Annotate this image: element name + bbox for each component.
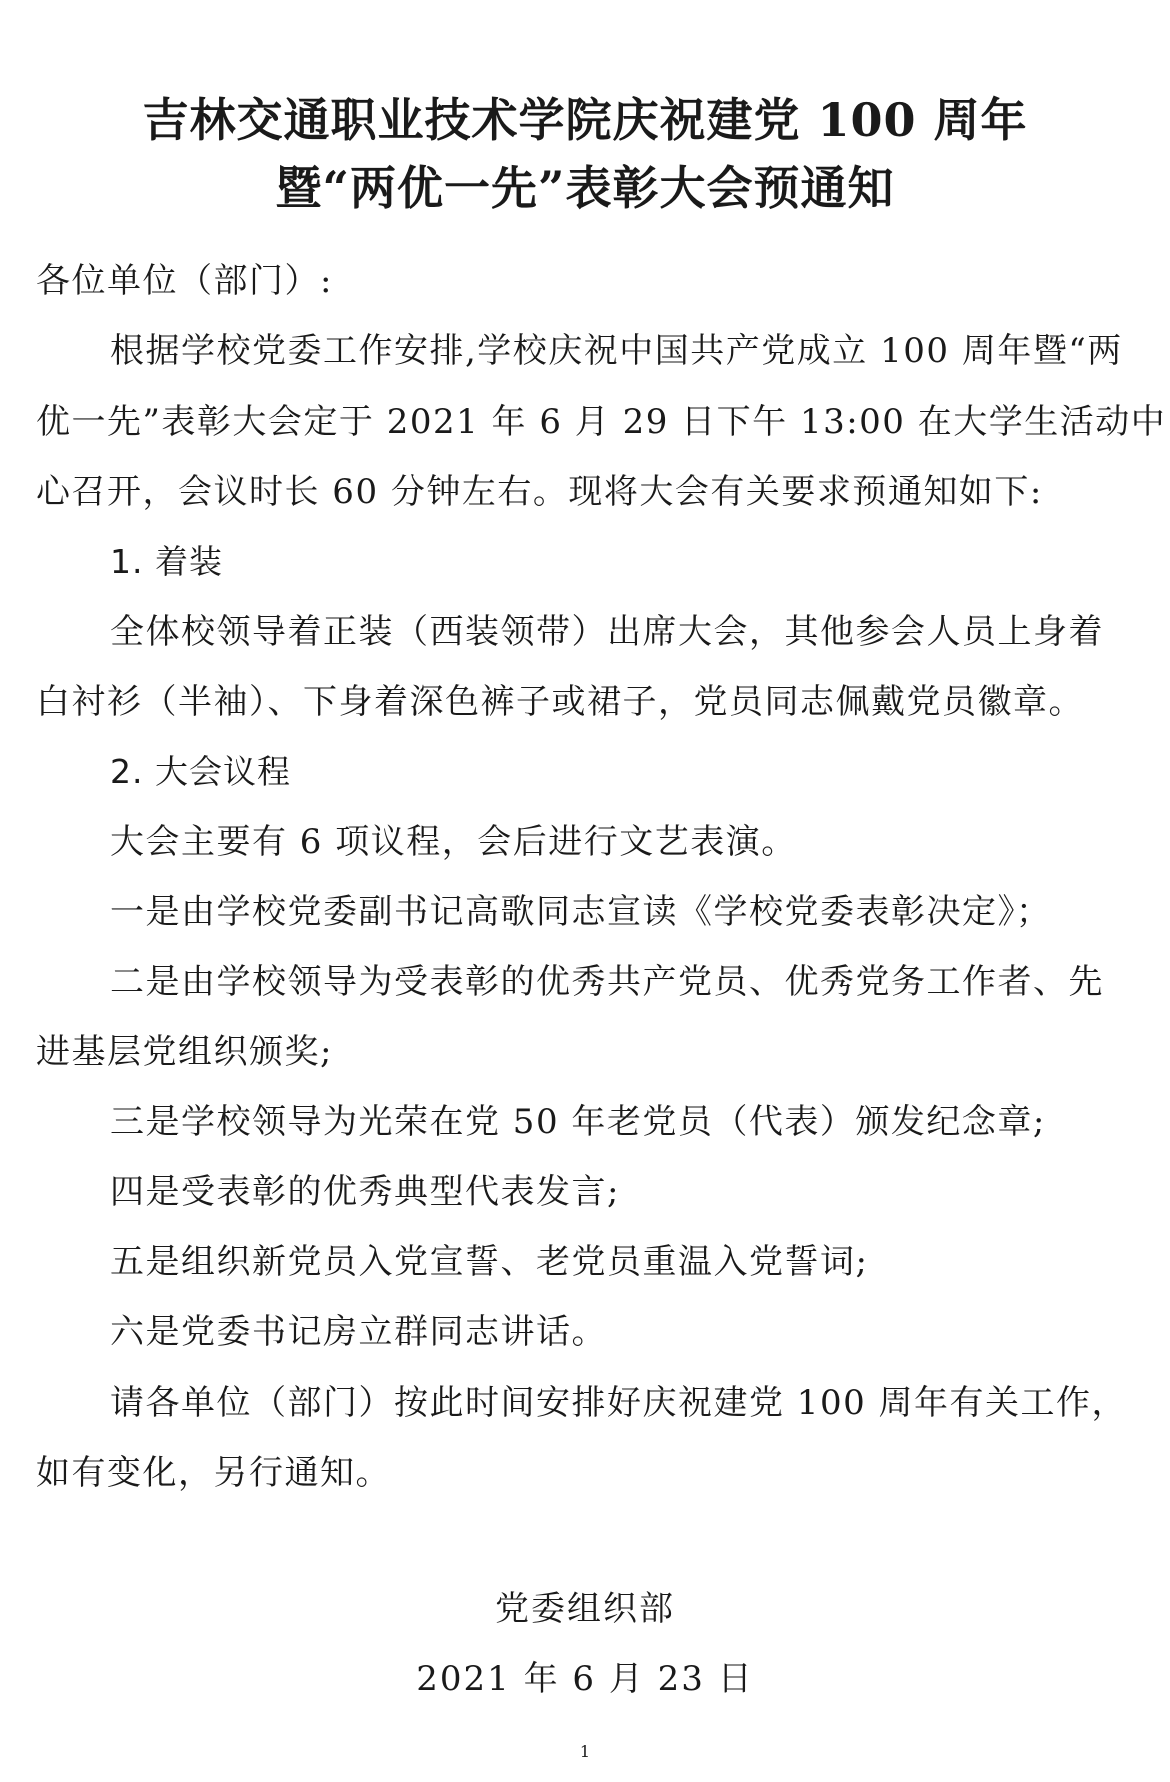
agenda-item-5: 五是组织新党员入党宣誓、老党员重温入党誓词; xyxy=(110,1242,869,1282)
agenda-item-6: 六是党委书记房立群同志讲话。 xyxy=(110,1312,607,1352)
salutation: 各位单位（部门）: xyxy=(36,261,333,301)
closing-line-2: 如有变化，另行通知。 xyxy=(36,1453,391,1493)
section-2-heading: 2. 大会议程 xyxy=(110,752,291,791)
intro-line-1: 根据学校党委工作安排,学校庆祝中国共产党成立 100 周年暨“两 xyxy=(110,331,1123,371)
agenda-summary: 大会主要有 6 项议程，会后进行文艺表演。 xyxy=(110,822,797,862)
page-number: 1 xyxy=(579,1742,591,1761)
agenda-item-1: 一是由学校党委副书记高歌同志宣读《学校党委表彰决定》； xyxy=(110,892,1052,932)
signature-organization: 党委组织部 xyxy=(495,1589,675,1629)
section-1-body-line-2: 白衬衫（半袖）、下身着深色裤子或裙子，党员同志佩戴党员徽章。 xyxy=(36,682,1084,722)
section-1-body-line-1: 全体校领导着正装（西装领带）出席大会，其他参会人员上身着 xyxy=(110,612,1104,652)
document-title-line-2: 暨“两优一先”表彰大会预通知 xyxy=(275,161,895,215)
section-1-heading: 1. 着装 xyxy=(110,542,223,581)
agenda-item-4: 四是受表彰的优秀典型代表发言; xyxy=(110,1172,620,1212)
agenda-item-2-line-2: 进基层党组织颁奖; xyxy=(36,1032,333,1072)
document-title-line-1: 吉林交通职业技术学院庆祝建党 100 周年 xyxy=(142,93,1028,147)
intro-line-3: 心召开，会议时长 60 分钟左右。现将大会有关要求预通知如下: xyxy=(36,472,1043,512)
closing-line-1: 请各单位（部门）按此时间安排好庆祝建党 100 周年有关工作， xyxy=(110,1383,1128,1423)
agenda-item-2-line-1: 二是由学校领导为受表彰的优秀共产党员、优秀党务工作者、先 xyxy=(110,962,1104,1002)
signature-date: 2021 年 6 月 23 日 xyxy=(416,1659,754,1699)
agenda-item-3: 三是学校领导为光荣在党 50 年老党员（代表）颁发纪念章; xyxy=(110,1102,1046,1142)
intro-line-2: 优一先”表彰大会定于 2021 年 6 月 29 日下午 13:00 在大学生活动中 xyxy=(36,402,1167,442)
